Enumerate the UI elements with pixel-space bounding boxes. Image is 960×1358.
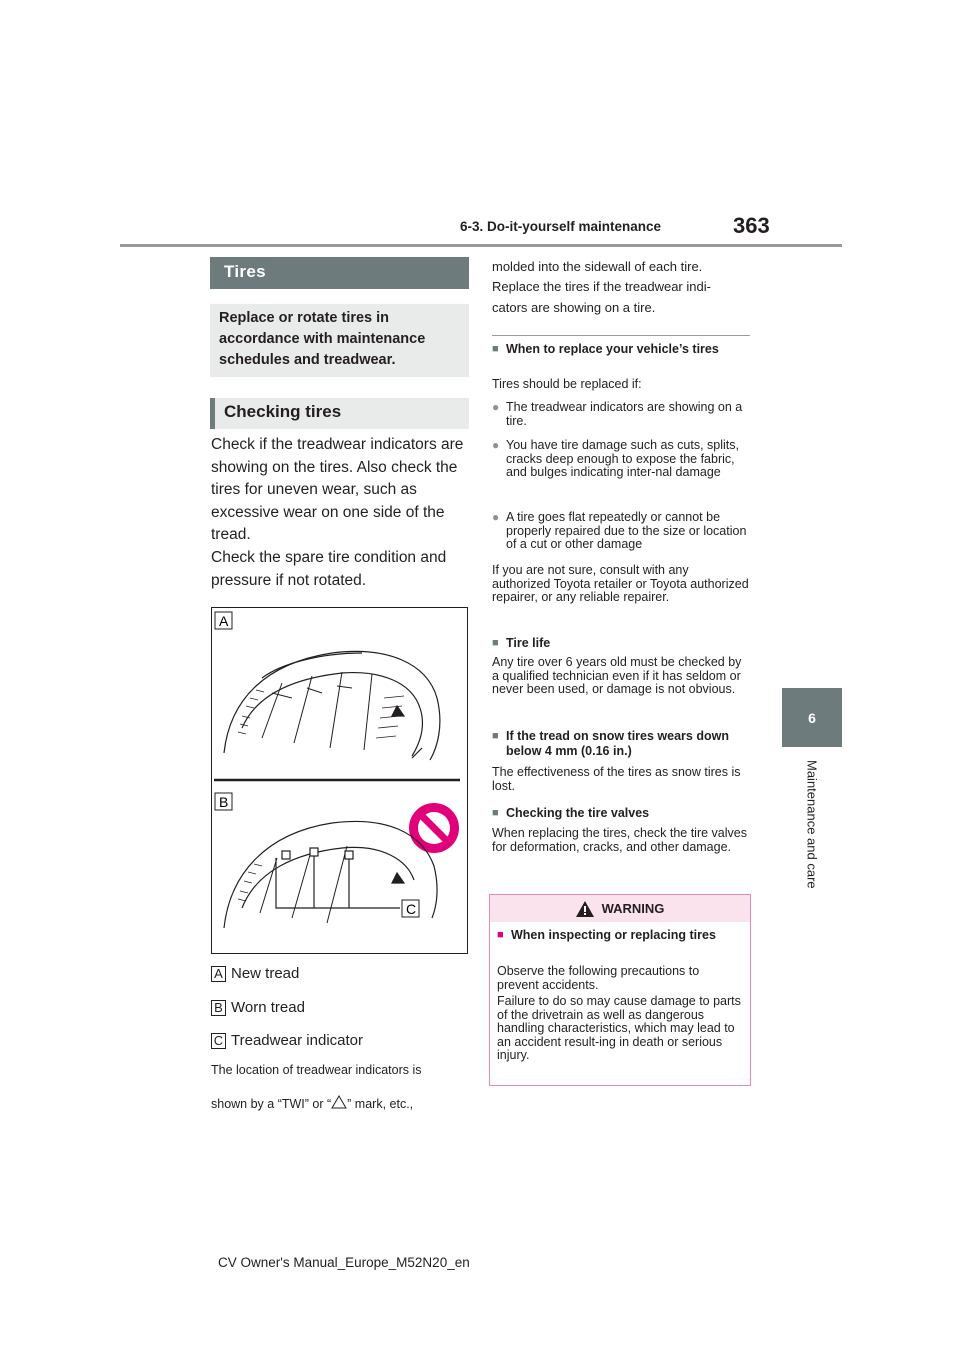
list-item <box>492 511 750 552</box>
list-item <box>492 401 750 428</box>
tire-life-text: Any tire over 6 years old must be checked by a qualified technician even if it has seldom or never been used, or damage is not obvious. <box>492 655 742 696</box>
chapter-tab <box>782 688 842 747</box>
heading-tire-life <box>492 636 750 651</box>
legend-letter: A <box>211 966 226 982</box>
list-item-text: You have tire damage such as cuts, splits, cracks deep enough to expose the fabric, and bulges indicating inter-nal damage <box>506 438 740 479</box>
heading-tire-valves <box>492 806 750 821</box>
replace-outro: If you are not sure, consult with any authorized Toyota retailer or Toyota authorized repairer, or any reliable repairer. <box>492 563 749 604</box>
list-item-text: The treadwear indicators are showing on a tire. <box>506 400 743 428</box>
continued-line: cators are showing on a tire. <box>492 300 656 315</box>
chapter-number: 6 <box>808 709 816 726</box>
legend-text: New tread <box>231 965 300 982</box>
legend-letter: C <box>211 1033 226 1049</box>
warning-subheading-text: When inspecting or replacing tires <box>511 928 716 942</box>
list-item-text: A tire goes flat repeatedly or cannot be properly repaired due to the size or location of a cut or other damage <box>506 510 747 551</box>
continued-line: molded into the sidewall of each tire. <box>492 259 703 274</box>
warning-icon <box>576 901 594 917</box>
legend-text: Worn tread <box>231 999 305 1016</box>
prohibited-icon <box>409 803 459 853</box>
heading-when-to-replace <box>492 342 750 357</box>
page-title: Tires <box>210 257 469 289</box>
square-bullet-icon: ■ <box>492 343 499 355</box>
warning-header <box>490 895 750 922</box>
new-tire-icon <box>224 651 440 760</box>
replace-intro: Tires should be replaced if: <box>492 377 642 391</box>
square-bullet-icon: ■ <box>492 637 499 649</box>
tire-drawing <box>212 608 467 953</box>
section-separator <box>492 335 750 336</box>
summary-box: Replace or rotate tires in accordance with maintenance schedules and treadwear. <box>210 304 469 377</box>
page-number: 363 <box>733 213 770 238</box>
note-text-post: ” mark, etc., <box>347 1097 414 1111</box>
legend-item <box>211 1032 363 1049</box>
note-line-1: The location of treadwear indicators is <box>211 1063 422 1077</box>
legend-letter: B <box>211 1000 226 1016</box>
label-c: C <box>406 901 417 917</box>
heading-text: Tire life <box>506 636 551 650</box>
square-bullet-icon: ■ <box>492 807 499 819</box>
circle-bullet-icon: ● <box>492 400 500 414</box>
heading-text: Checking the tire valves <box>506 806 650 820</box>
circle-bullet-icon: ● <box>492 438 500 452</box>
label-a: A <box>219 613 229 629</box>
heading-text: If the tread on snow tires wears down below 4 mm (0.16 in.) <box>506 729 729 758</box>
square-bullet-icon: ■ <box>492 730 499 742</box>
label-b: B <box>219 794 229 810</box>
legend-text: Treadwear indicator <box>231 1032 364 1049</box>
chapter-label: Maintenance and care <box>804 760 820 889</box>
spare-tire-paragraph: Check the spare tire condition and pressure if not rotated. <box>211 549 447 589</box>
warning-title: WARNING <box>601 901 665 916</box>
note-text-pre: shown by a “TWI” or “ <box>211 1097 332 1111</box>
snow-tires-text: The effectiveness of the tires as snow tires is lost. <box>492 765 741 793</box>
intro-paragraph: Check if the treadwear indicators are showing on the tires. Also check the tires for uneven wear, such as excessive wear on one side of the tread. <box>211 436 464 543</box>
legend-item <box>211 999 305 1016</box>
tread-illustration <box>211 607 468 954</box>
legend-item <box>211 965 299 982</box>
warning-text: Failure to do so may cause damage to parts of the drivetrain as well as dangerous handling characteristics, which may lead to an accident result-ing in death or serious injury. <box>497 994 741 1062</box>
footer-text: CV Owner's Manual_Europe_M52N20_en <box>218 1255 470 1270</box>
heading-text: When to replace your vehicle’s tires <box>506 342 719 356</box>
heading-snow-tires <box>492 729 750 758</box>
header-divider <box>120 244 842 247</box>
list-item <box>492 439 750 480</box>
warning-subheading <box>497 928 742 943</box>
square-bullet-icon: ■ <box>497 929 504 941</box>
warning-text: Observe the following precautions to prevent accidents. <box>497 964 700 992</box>
tire-valves-text: When replacing the tires, check the tire valves for deformation, cracks, and other damage. <box>492 826 747 854</box>
triangle-mark-icon <box>331 1095 347 1109</box>
continued-line: Replace the tires if the treadwear indi- <box>492 279 711 294</box>
circle-bullet-icon: ● <box>492 510 500 524</box>
note-line-2 <box>211 1091 473 1118</box>
section-heading: 6-3. Do-it-yourself maintenance <box>460 219 662 234</box>
subsection-title: Checking tires <box>210 398 469 429</box>
